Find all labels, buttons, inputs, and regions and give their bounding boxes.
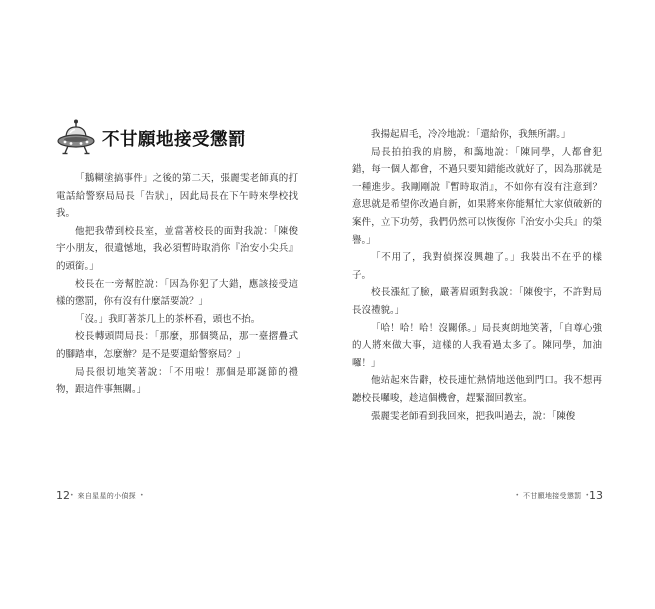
paragraph: 局長很切地笑著說：「不用啦！那個是耶誕節的禮物，跟這件事無關。」	[56, 366, 298, 396]
paragraph: 「不用了，我對偵探沒興趣了。」我裝出不在乎的樣子。	[352, 252, 602, 281]
chapter-heading	[56, 118, 298, 158]
right-folio	[516, 489, 604, 502]
right-page	[352, 126, 602, 425]
running-head-chapter-title: 不甘願地接受懲罰	[523, 491, 582, 500]
paragraph: 「鵝糊塗搞事件」之後的第二天，張麗雯老師真的打電話給警察局局長「告狀」，因此局長在下午時來學校找我。	[56, 173, 298, 220]
running-head-book-title: 來自星星的小偵探	[77, 491, 136, 500]
ufo-icon	[56, 118, 96, 158]
paragraph: 他站起來告辭，校長連忙熱情地送他到門口。我不想再聽校長囉唆，趁這個機會，趕緊溜回教室。	[352, 375, 602, 404]
paragraph: 「哈！哈！哈！沒關係。」局長爽朗地笑著，「自尊心強的人將來做大事，這樣的人我看過太多了。陳同學，加油囉！」	[352, 322, 602, 369]
dot-separator: •	[139, 492, 144, 499]
page-number: 13	[589, 489, 603, 502]
paragraph: 校長轉頭問局長：「那麼，那個獎品，那一臺摺疊式的腳踏車，怎麼辦？是不是要還給警察局？」	[56, 331, 298, 360]
paragraph: 我揚起眉毛，冷冷地說：「還給你，我無所謂。」	[371, 129, 571, 140]
left-folio	[56, 489, 144, 502]
dot-separator: •	[585, 492, 589, 499]
paragraph: 校長漲紅了臉，嚴著眉頭對我說：「陳俊宇，不許對局長沒禮貌。」	[352, 287, 602, 316]
chapter-title: 不甘願地接受懲罰	[102, 129, 246, 150]
left-page	[56, 118, 298, 399]
paragraph: 局長拍拍我的肩膀，和藹地說：「陳同學，人都會犯錯，每一個人都會，不過只要知錯能改就好了，因為那就是一種進步。我剛剛說『暫時取消』，不如你有沒有注意到？意思就是希望你改過自新，如果將來你能幫忙大家偵破新的案件，立下功勞，我們仍然可以恢復你『治安小尖兵』的榮譽。」	[352, 146, 602, 246]
paragraph: 他把我帶到校長室，並當著校長的面對我說：「陳俊宇小朋友，很遺憾地，我必須暫時取消你『治安小尖兵』的頭銜。」	[56, 225, 298, 272]
paragraph: 校長在一旁幫腔說：「因為你犯了大錯，應該接受這樣的懲罰，你有沒有什麼話要說？」	[56, 278, 298, 308]
paragraph: 張麗雯老師看到我回來，把我叫過去，說：「陳俊	[371, 410, 576, 422]
dot-separator: •	[70, 492, 74, 499]
page-number: 12	[56, 489, 70, 502]
dot-separator: •	[515, 492, 520, 499]
paragraph: 「沒。」我盯著茶几上的茶杯看，頭也不抬。	[75, 313, 261, 325]
